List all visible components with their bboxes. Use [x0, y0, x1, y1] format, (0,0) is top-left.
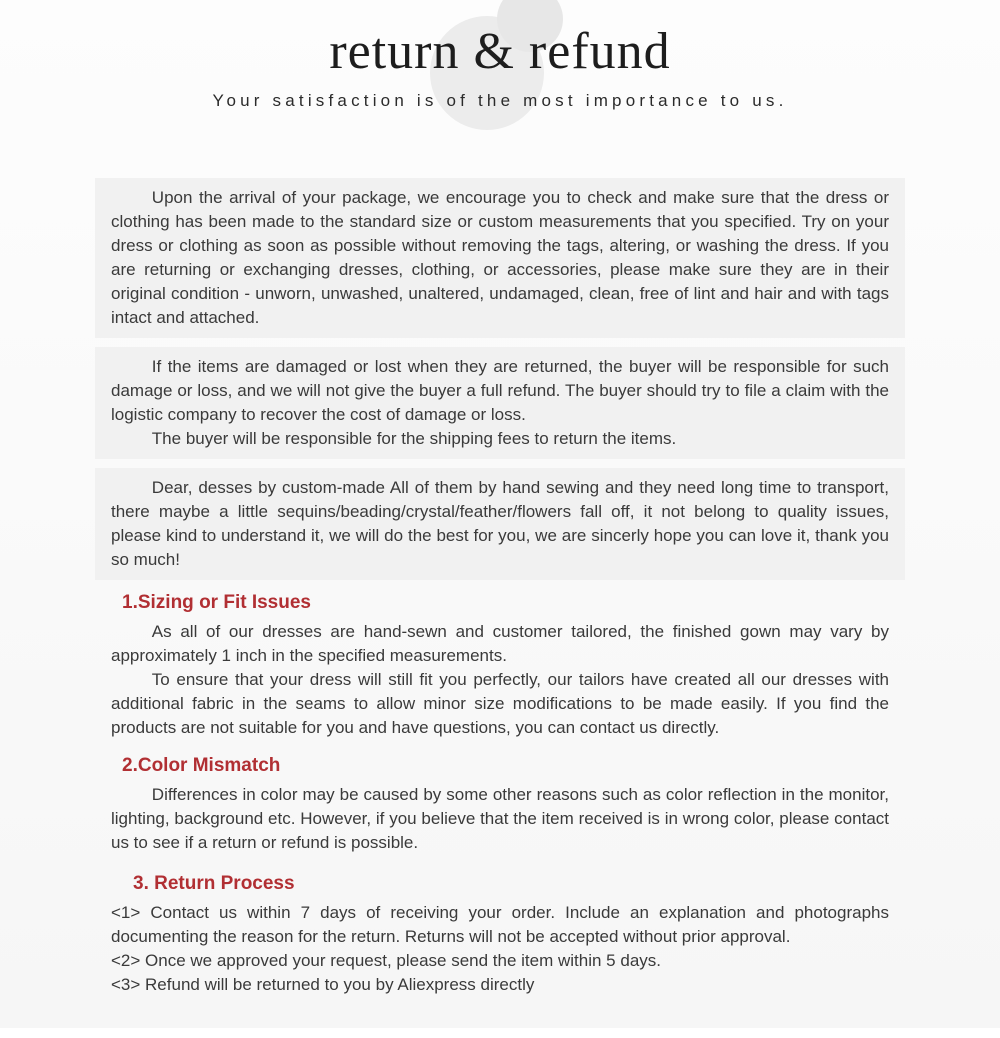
paragraph: Upon the arrival of your package, we encourage you to check and make sure that the dress or clothing has been made to the standard size or custom measurements that you specified. Try on your dress or clothing as soon as possible without removing the tags, altering, or washing the dress. If you are returning or exchanging dresses, clothing, or accessories, please make sure they are in their original condition - unworn, unwashed, unaltered, undamaged, clean, free of lint and hair and with tags intact and attached. [111, 188, 889, 327]
return-step: <1> Contact us within 7 days of receiving your order. Include an explanation and photographs documenting the reason for the return. Returns will not be accepted without prior approval. [111, 903, 889, 946]
paragraph: As all of our dresses are hand-sewn and customer tailored, the finished gown may vary by approximately 1 inch in the specified measurements. [111, 622, 889, 665]
bottom-edge-strip [0, 1028, 1000, 1038]
page-header [0, 0, 1000, 178]
return-step: <2> Once we approved your request, please send the item within 5 days. [111, 951, 661, 970]
page-subtitle: Your satisfaction is of the most importance to us. [212, 91, 788, 110]
policy-content [95, 178, 905, 997]
section-heading: 3. Return Process [133, 873, 295, 894]
intro-block-damage [95, 347, 905, 459]
section-return-process [95, 872, 905, 997]
paragraph: If the items are damaged or lost when they are returned, the buyer will be responsible for such damage or loss, and we will not give the buyer a full refund. The buyer should try to file a claim with the logistic company to recover the cost of damage or loss. [111, 357, 889, 424]
return-step: <3> Refund will be returned to you by Aliexpress directly [111, 975, 535, 994]
paragraph: To ensure that your dress will still fit you perfectly, our tailors have created all our dresses with additional fabric in the seams to allow minor size modifications to be made easily. If you find the products are not suitable for you and have questions, you can contact us directly. [111, 670, 889, 737]
page-title: return & refund [329, 23, 671, 80]
section-sizing-or-fit [95, 591, 905, 740]
intro-block-custom-made [95, 468, 905, 580]
section-color-mismatch [95, 754, 905, 855]
paragraph: Dear, desses by custom-made All of them by hand sewing and they need long time to transport, there maybe a little sequins/beading/crystal/feather/flowers fall off, it not belong to quality issues, please kind to understand it, we will do the best for you, we are sincerly hope you can love it, thank you so much! [111, 478, 889, 569]
paragraph: The buyer will be responsible for the shipping fees to return the items. [151, 429, 677, 448]
intro-block-arrival [95, 178, 905, 338]
section-heading: 1.Sizing or Fit Issues [122, 592, 311, 613]
section-heading: 2.Color Mismatch [122, 755, 281, 776]
return-steps [111, 901, 889, 997]
paragraph: Differences in color may be caused by some other reasons such as color reflection in the monitor, lighting, background etc. However, if you believe that the item received is in wrong color, please contact us to see if a return or refund is possible. [111, 785, 889, 852]
